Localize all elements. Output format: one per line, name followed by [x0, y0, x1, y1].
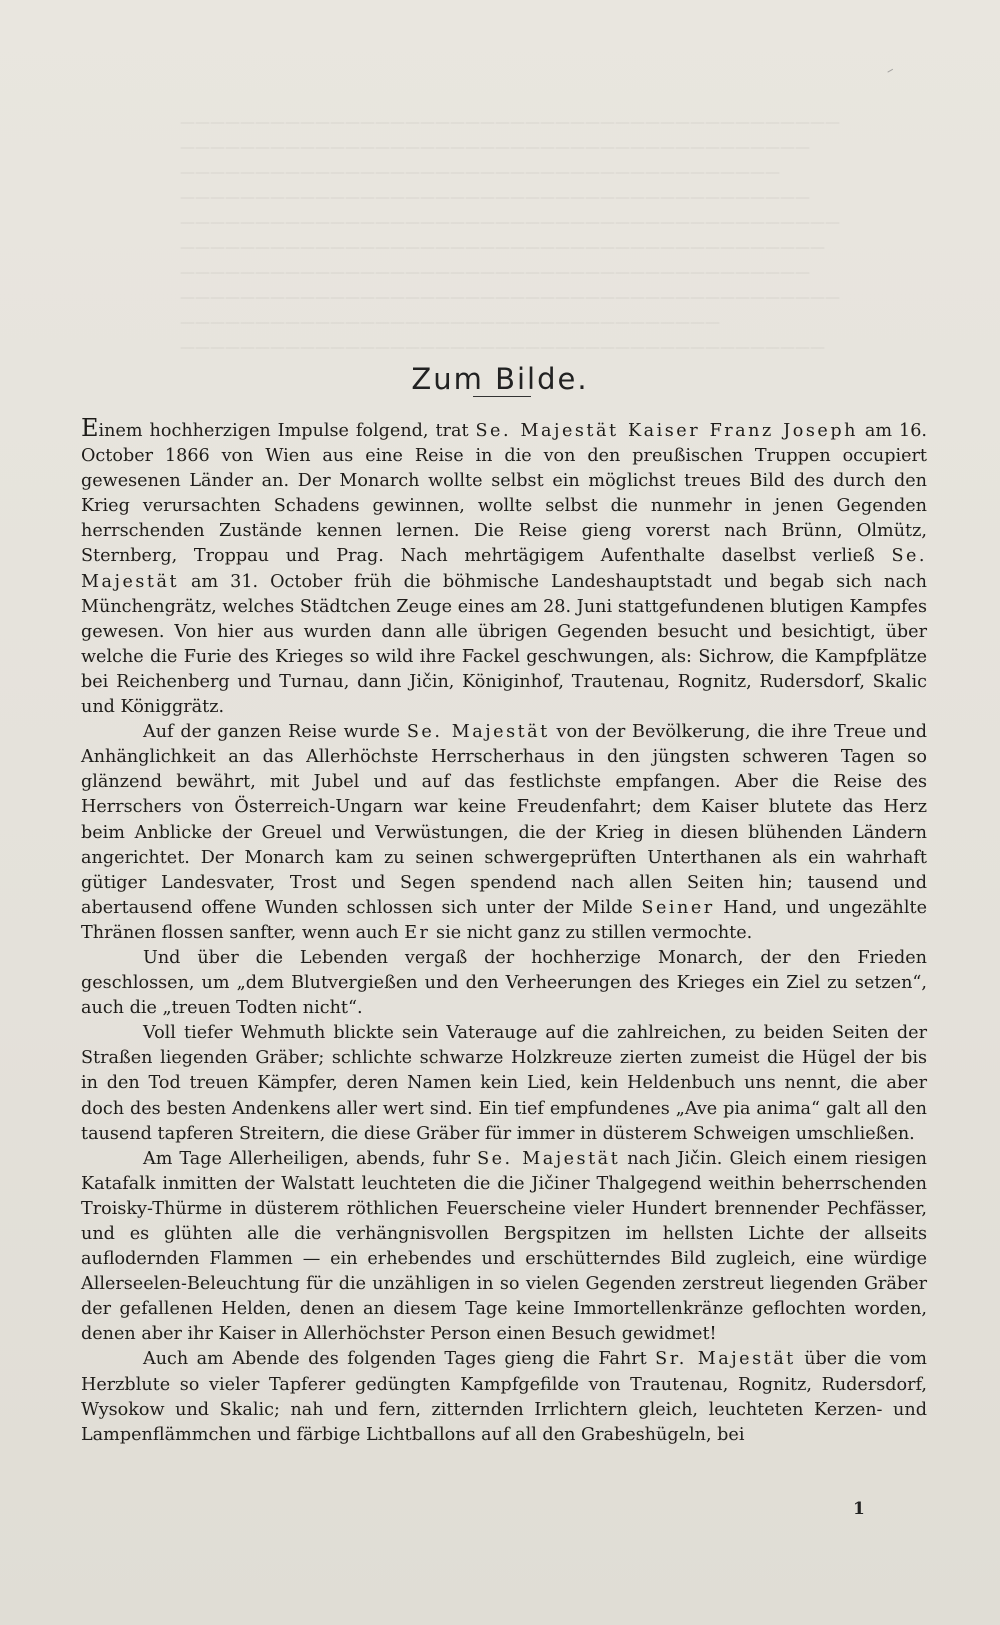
spaced-emphasis: Se. Majestät [81, 546, 927, 592]
body-text [81, 414, 927, 1448]
text-run: Auf der ganzen Reise wurde [143, 722, 407, 743]
paragraph [81, 720, 927, 946]
spaced-emphasis: Se. Majestät [406, 722, 550, 743]
spaced-emphasis: Sr. Majestät [655, 1349, 796, 1370]
page-title: Zum Bilde. [411, 362, 589, 397]
title-rule [473, 396, 531, 397]
spaced-emphasis: Seiner [641, 897, 715, 918]
text-run: inem hochherzigen Impulse folgend, trat [98, 421, 476, 441]
text-run: Am Tage Allerheiligen, abends, fuhr [143, 1148, 478, 1169]
spaced-emphasis: Se. Majestät Kaiser Franz Joseph [475, 421, 858, 441]
paragraph [81, 414, 927, 720]
spaced-emphasis: Se. Majestät [477, 1148, 621, 1169]
text-run: von der Bevölkerung, die ihre Treue und Anhänglichkeit an das Allerhöchste Herrscherhaus in den jüngsten schweren Tagen so glänzend bewährt, mit Jubel und auf das festlichste empfangen. Aber die Reise des Herrschers von Österreich-Ungarn war keine Freudenfahrt; dem Kaiser blutete das Herz beim Anblicke der Greuel und Verwüstungen, die der Krieg in diesen blühenden Ländern angerichtet. Der Monarch kam zu seinen schwergeprüften Unterthanen als ein wahrhaft gütiger Landesvater, Trost und Segen spendend nach allen Seiten hin; tausend und abertausend offene Wunden schlossen sich unter der Milde [81, 722, 927, 918]
paragraph [81, 1147, 927, 1348]
paragraph [81, 1347, 927, 1447]
text-run: Voll tiefer Wehmuth blickte sein Vaterauge auf die zahlreichen, zu beiden Seiten der Straßen liegenden Gräber; schlichte schwarze Holzkreuze zierten zumeist die Hügel der bis in den Tod treuen Kämpfer, deren Namen kein Lied, kein Heldenbuch uns nennt, die aber doch des besten Andenkens aller wert sind. Ein tief empfundenes „Ave pia anima“ galt all den tausend tapferen Streitern, die diese Gräber für immer in düsterem Schweigen umschließen. [81, 1023, 927, 1144]
text-run: Auch am Abende des folgenden Tages gieng die Fahrt [143, 1349, 656, 1370]
text-run: über die vom Herzblute so vieler Tapferer gedüngten Kampfgefilde von Trautenau, Rognitz, Rudersdorf, Wysokow und Skalic; nah und fern, zitternden Irrlichtern gleich, leuchteten Kerzen- und Lampenflämmchen und färbige Lichtballons auf all den Grabeshügeln, bei [81, 1349, 927, 1445]
page-number: 1 [853, 1499, 865, 1519]
paragraph [81, 1021, 927, 1146]
text-run: nach Jičin. Gleich einem riesigen Katafalk inmitten der Walstatt leuchteten die die Jičiner Thalgegend weithin beherrschenden Troisky-Thürme in düsterem röthlichen Feuerscheine vieler Hundert brennender Pechfässer, und es glühten alle die verhängnisvollen Bergspitzen im hellsten Lichte der allseits auflodernden Flammen — ein erhebendes und erschütterndes Bild zugleich, eine würdige Allerseelen-Beleuchtung für die unzähligen in so vielen Gegenden zerstreut liegenden Gräber der gefallenen Helden, denen an diesem Tage keine Immortellenkränze geflochten worden, denen aber ihr Kaiser in Allerhöchster Person einen Besuch gewidmet! [81, 1148, 927, 1345]
show-through-text: ———————————————————————————————————————————— —————————————————————————————————————————— ———————————————————————————————————————— —————————————————————————————————————————— ———————————————————————————————————————————— ——————————————————————————————————————————— —————————————————————————————————————————— ———————————————————————————————————————————— ———————————————————————————————————— ——————————————————————————————————————————— [180, 113, 840, 356]
drop-capital: E [81, 414, 99, 442]
spaced-emphasis: Er [404, 922, 431, 943]
text-run: am 16. October 1866 von Wien aus eine Reise in die von den preußischen Truppen occupiert gewesenen Länder an. Der Monarch wollte selbst ein möglichst treues Bild des durch den Krieg verursachten Schadens gewinnen, wollte selbst die nunmehr in jenen Gegenden herrschenden Zustände kennen lernen. Die Reise gieng vorerst nach Brünn, Olmütz, Sternberg, Troppau und Prag. Nach mehrtägigem Aufenthalte daselbst verließ [81, 421, 927, 567]
paragraph [81, 946, 927, 1021]
text-run: sie nicht ganz zu stillen vermochte. [430, 922, 753, 943]
text-run: Hand, und ungezählte Thränen flossen sanfter, wenn auch [81, 897, 927, 943]
print-speck [887, 69, 894, 75]
text-run: am 31. October früh die böhmische Landeshauptstadt und begab sich nach Münchengrätz, welches Städtchen Zeuge eines am 28. Juni stattgefundenen blutigen Kampfes gewesen. Von hier aus wurden dann alle übrigen Gegenden besucht und besichtigt, über welche die Furie des Krieges so wild ihre Fackel geschwungen, als: Sichrow, die Kampfplätze bei Reichenberg und Turnau, dann Jičin, Königinhof, Trautenau, Rognitz, Rudersdorf, Skalic und Königgrätz. [81, 571, 927, 718]
text-run: Und über die Lebenden vergaß der hochherzige Monarch, der den Frieden geschlossen, um „dem Blutvergießen und den Verheerungen des Krieges ein Ziel zu setzen“, auch die „treuen Todten nicht“. [81, 947, 927, 1019]
